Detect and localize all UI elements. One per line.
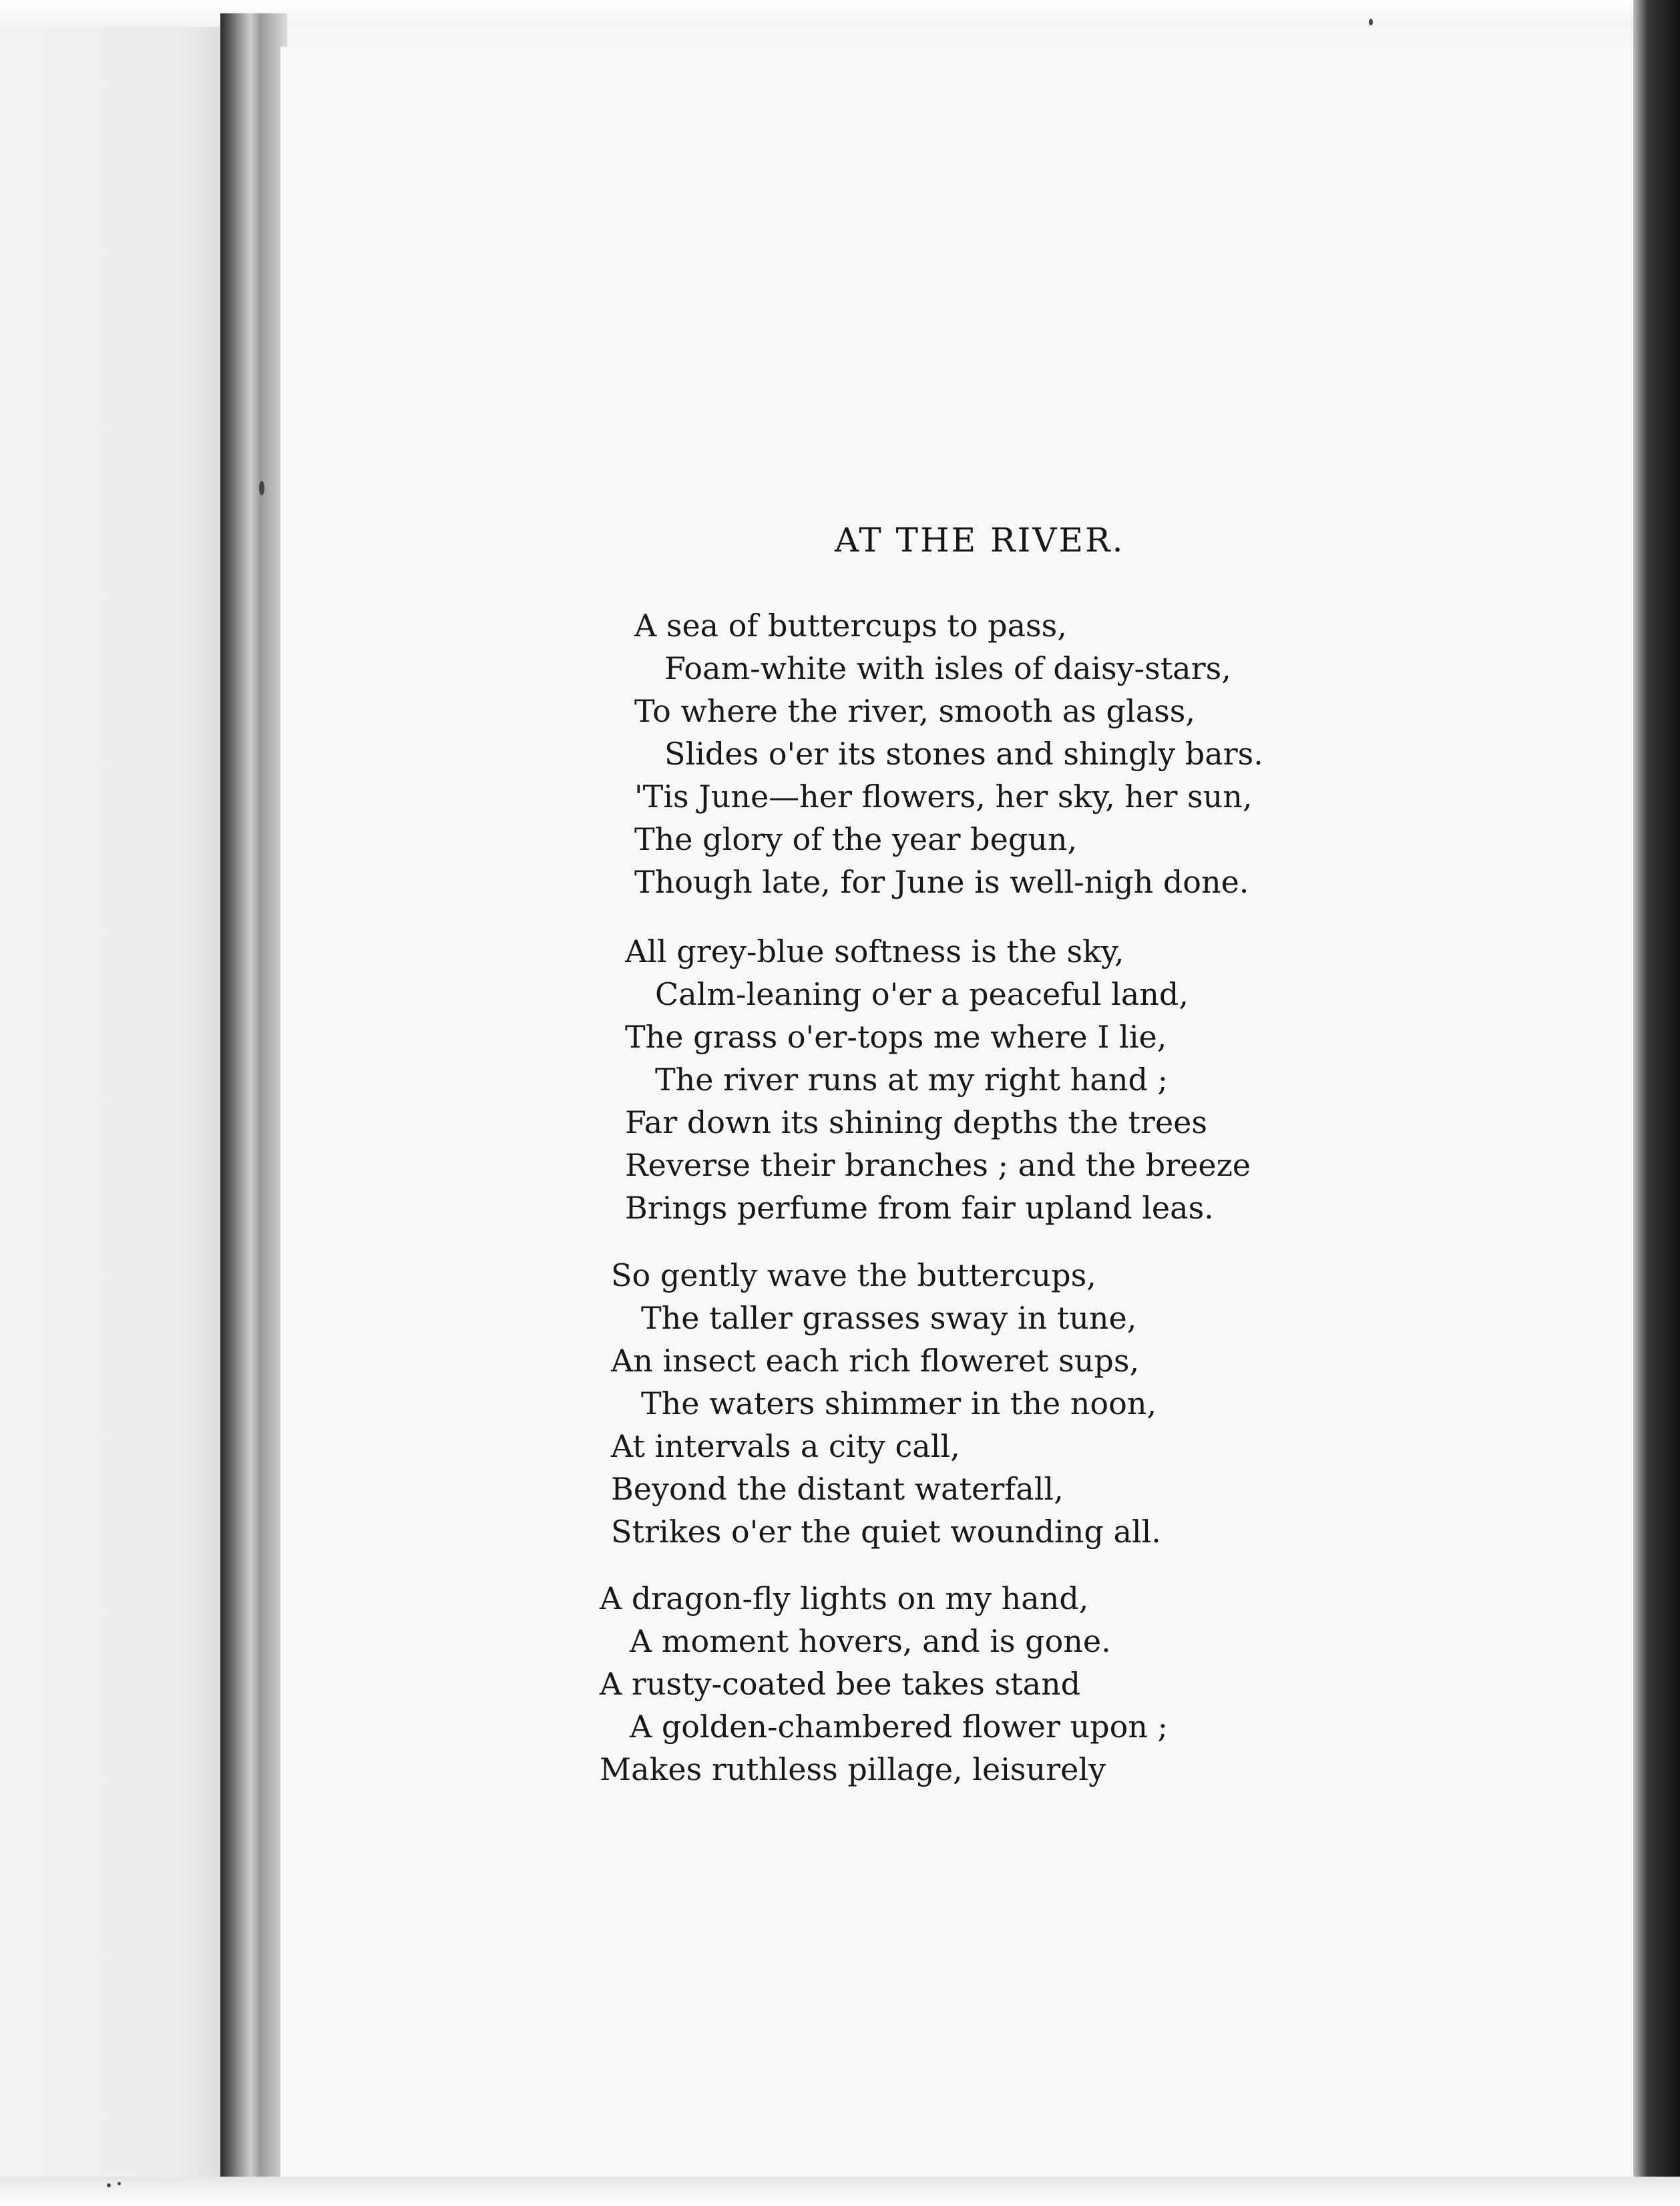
poem-line: Slides o'er its stones and shingly bars.	[664, 736, 1263, 772]
previous-page-strip	[0, 27, 227, 2183]
poem-line: The waters shimmer in the noon,	[641, 1385, 1157, 1421]
poem-line: Strikes o'er the quiet wounding all.	[611, 1514, 1161, 1550]
poem-line: A dragon-fly lights on my hand,	[600, 1580, 1089, 1616]
poem-line: Foam-white with isles of daisy-stars,	[664, 650, 1231, 686]
scan-speck	[1369, 19, 1373, 25]
poem-line: 'Tis June—her flowers, her sky, her sun,	[634, 779, 1253, 815]
scan-speck	[259, 481, 264, 495]
poem-line: The grass o'er-tops me where I lie,	[625, 1019, 1167, 1055]
poem-line: To where the river, smooth as glass,	[634, 693, 1195, 729]
poem-line: A sea of buttercups to pass,	[634, 608, 1067, 644]
scan-right-edge	[1633, 0, 1680, 2206]
poem-line: Makes ruthless pillage, leisurely	[600, 1751, 1106, 1787]
poem-line: All grey-blue softness is the sky,	[625, 933, 1124, 969]
stanza-2	[625, 930, 1251, 1229]
poem-line: An insect each rich floweret sups,	[611, 1343, 1140, 1379]
poem-line: A rusty-coated bee takes stand	[600, 1666, 1081, 1702]
poem-line: So gently wave the buttercups,	[611, 1257, 1096, 1293]
poem-title: AT THE RIVER.	[835, 521, 1125, 560]
stanza-1	[634, 604, 1263, 903]
poem-line: Beyond the distant waterfall,	[611, 1471, 1064, 1507]
poem-line: A moment hovers, and is gone.	[630, 1623, 1111, 1659]
scan-speck	[107, 2183, 111, 2187]
poem-line: The glory of the year begun,	[634, 821, 1078, 857]
poem-line: The taller grasses sway in tune,	[641, 1300, 1137, 1336]
poem-line: The river runs at my right hand ;	[655, 1062, 1169, 1098]
poem-line: Though late, for June is well-nigh done.	[634, 864, 1249, 900]
poem-line: Calm-leaning o'er a peaceful land,	[655, 976, 1189, 1012]
poem-line: A golden-chambered flower upon ;	[630, 1709, 1169, 1745]
poem-line: Reverse their branches ; and the breeze	[625, 1147, 1251, 1183]
stanza-4	[600, 1577, 1168, 1791]
poem-line: Brings perfume from fair upland leas.	[625, 1190, 1214, 1226]
book-gutter-shadow	[220, 13, 287, 2206]
poem-line: Far down its shining depths the trees	[625, 1104, 1207, 1140]
scan-bottom-edge	[0, 2177, 1680, 2206]
poem-line: At intervals a city call,	[611, 1428, 960, 1464]
stanza-3	[611, 1254, 1161, 1553]
scan-speck	[118, 2182, 121, 2185]
